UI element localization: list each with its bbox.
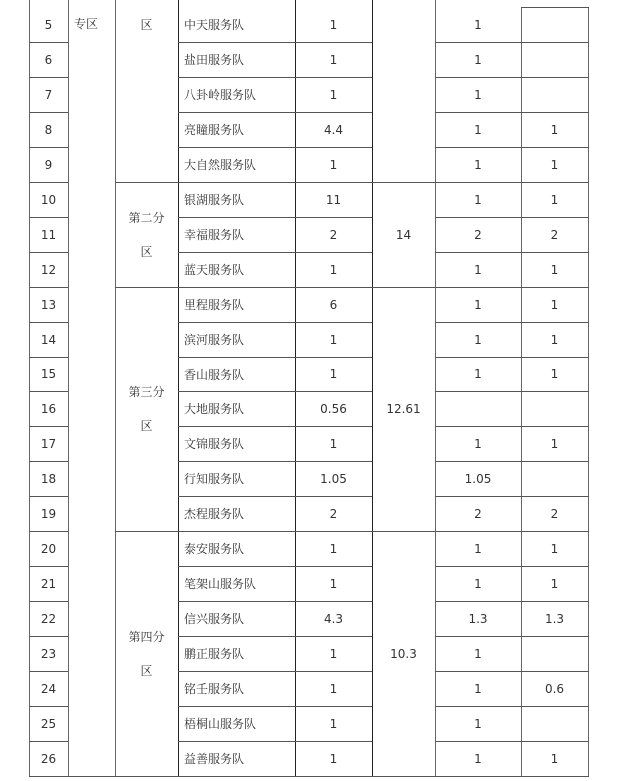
value-3: 1 [550, 751, 559, 766]
value-3: 1 [550, 262, 559, 277]
value-2: 1 [474, 751, 482, 766]
zone-label: 专区 [74, 16, 99, 31]
value-2: 1 [474, 17, 482, 32]
value-3 [521, 461, 588, 496]
team-name: 盐田服务队 [184, 53, 245, 67]
row-number: 19 [40, 506, 57, 521]
team-name: 梧桐山服务队 [184, 717, 257, 731]
value-3: 1 [550, 157, 559, 172]
row-number: 6 [44, 52, 53, 67]
value-2: 1 [474, 87, 482, 102]
row-divider [29, 776, 68, 777]
value-2: 1.05 [464, 471, 492, 486]
value-3 [521, 42, 588, 77]
value-1: 2 [329, 506, 338, 521]
team-name: 八卦岭服务队 [184, 88, 257, 102]
group-label: 区 [140, 17, 153, 32]
row-number: 25 [40, 716, 57, 731]
value-1: 1 [329, 17, 338, 32]
value-1: 1 [329, 681, 338, 696]
row-divider [435, 776, 589, 777]
value-3: 1 [550, 436, 559, 451]
value-2: 1 [474, 576, 482, 591]
value-2: 1 [474, 262, 482, 277]
value-3: 2 [550, 506, 559, 521]
value-1: 1 [329, 541, 338, 556]
value-2: 1 [474, 332, 482, 347]
value-1: 0.56 [320, 401, 347, 416]
value-1: 1 [329, 576, 338, 591]
row-number: 13 [40, 297, 57, 312]
value-2: 1 [474, 646, 482, 661]
value-1: 4.4 [323, 122, 344, 137]
value-1: 2 [329, 227, 338, 242]
value-3 [521, 636, 588, 671]
value-3: 2 [550, 227, 559, 242]
value-1: 1 [329, 751, 338, 766]
value-3 [521, 706, 588, 741]
value-3 [521, 391, 588, 426]
value-3: 1 [550, 122, 559, 137]
team-name: 幸福服务队 [184, 228, 245, 242]
team-name: 鹏正服务队 [184, 647, 245, 661]
row-number: 10 [40, 192, 57, 207]
team-name: 泰安服务队 [184, 542, 245, 556]
value-2: 2 [474, 506, 482, 521]
row-divider [115, 182, 178, 183]
row-number: 7 [44, 87, 53, 102]
value-1: 1 [329, 157, 338, 172]
group-label: 第三分 [128, 385, 165, 399]
value-2: 1 [474, 192, 482, 207]
team-name: 滨河服务队 [184, 333, 245, 347]
row-divider [178, 776, 372, 777]
team-name: 蓝天服务队 [184, 263, 245, 277]
value-3 [521, 7, 588, 42]
row-number: 8 [44, 122, 53, 137]
value-2: 1 [474, 157, 482, 172]
row-number: 20 [40, 541, 57, 556]
team-name: 香山服务队 [184, 367, 245, 382]
value-1: 1 [329, 436, 338, 451]
row-number: 16 [40, 401, 57, 416]
value-2: 2 [474, 227, 482, 242]
value-1: 1 [329, 367, 338, 381]
value-3: 1 [550, 541, 559, 556]
value-3: 1 [550, 297, 559, 312]
group-label: 区 [140, 419, 153, 433]
value-3: 0.6 [544, 681, 565, 696]
group-total: 12.61 [386, 402, 421, 416]
value-1: 11 [325, 192, 342, 207]
team-name: 亮瞳服务队 [184, 123, 245, 137]
team-name: 大地服务队 [184, 402, 245, 416]
group-total: 14 [395, 227, 412, 242]
team-name: 行知服务队 [184, 472, 245, 486]
row-number: 18 [40, 471, 57, 486]
row-number: 24 [40, 681, 57, 696]
group-label: 第二分 [128, 210, 165, 225]
value-2: 1.3 [468, 611, 488, 626]
column-divider [588, 7, 589, 777]
value-1: 1 [329, 716, 338, 731]
value-2: 1 [474, 681, 482, 696]
team-name: 里程服务队 [184, 298, 245, 312]
value-1: 1 [329, 332, 338, 347]
value-2: 1 [474, 436, 482, 451]
row-divider [115, 776, 178, 777]
group-label: 第四分 [128, 629, 165, 644]
row-number: 5 [44, 17, 53, 32]
value-3: 1 [550, 576, 559, 591]
row-number: 22 [40, 611, 57, 626]
row-number: 12 [40, 262, 57, 277]
value-1: 1.05 [320, 471, 347, 486]
row-number: 23 [40, 646, 57, 661]
value-1: 1 [329, 87, 338, 102]
row-divider [68, 776, 115, 777]
team-name: 信兴服务队 [184, 612, 245, 626]
value-2: 1 [474, 122, 482, 137]
row-number: 15 [40, 367, 57, 381]
row-number: 21 [40, 576, 57, 591]
row-number: 9 [44, 157, 53, 172]
group-total: 10.3 [390, 646, 417, 661]
value-3: 1 [550, 332, 559, 347]
team-name: 银湖服务队 [184, 193, 245, 207]
value-2: 1 [474, 716, 482, 731]
value-2 [435, 391, 521, 426]
value-1: 1 [329, 646, 338, 661]
value-2: 1 [474, 297, 482, 312]
team-name: 铭壬服务队 [184, 682, 245, 696]
row-number: 14 [40, 332, 57, 347]
team-name: 文锦服务队 [184, 437, 245, 451]
value-2: 1 [474, 367, 482, 381]
value-1: 1 [329, 262, 338, 277]
group-label: 区 [140, 663, 153, 678]
value-2: 1 [474, 52, 482, 67]
value-3: 1 [550, 192, 559, 207]
row-divider [372, 776, 435, 777]
row-number: 26 [40, 751, 57, 766]
value-3: 1 [550, 367, 559, 381]
team-name: 大自然服务队 [184, 158, 257, 172]
column-divider [68, 0, 69, 777]
row-number: 17 [40, 436, 57, 451]
team-name: 笔架山服务队 [184, 577, 257, 591]
row-divider [115, 287, 178, 288]
value-3: 1.3 [544, 611, 565, 626]
value-1: 4.3 [323, 611, 344, 626]
team-name: 杰程服务队 [184, 507, 245, 521]
value-3 [521, 77, 588, 112]
group-label: 区 [140, 244, 153, 259]
value-1: 6 [329, 297, 338, 312]
value-1: 1 [329, 52, 338, 67]
team-name: 益善服务队 [184, 752, 245, 766]
team-name: 中天服务队 [184, 18, 245, 32]
value-2: 1 [474, 541, 482, 556]
row-divider [115, 531, 178, 532]
row-number: 11 [40, 227, 57, 242]
